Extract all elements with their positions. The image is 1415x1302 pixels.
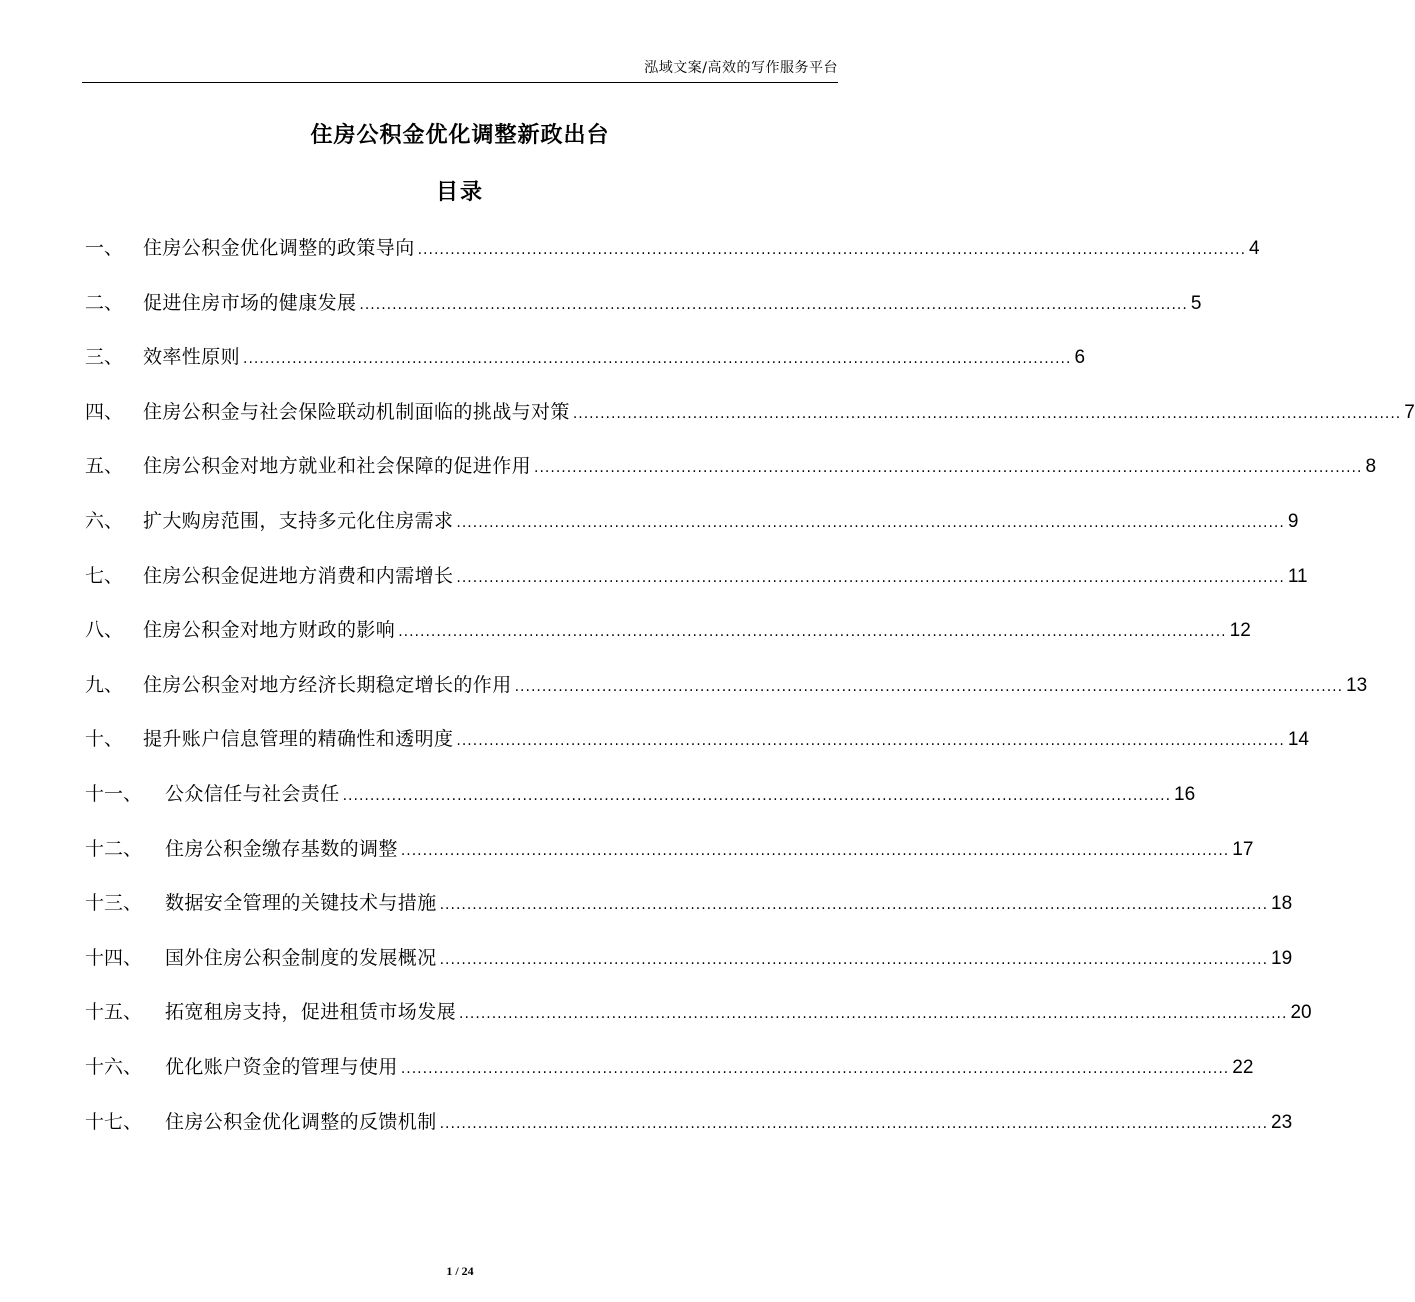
toc-entry-number: 六、 [85, 509, 124, 532]
table-of-contents [85, 231, 1415, 1159]
toc-entry[interactable] [85, 941, 1293, 996]
toc-entry[interactable] [85, 886, 1293, 941]
toc-entry-title[interactable]: 住房公积金优化调整的反馈机制 [165, 1110, 437, 1133]
page-number-indicator: 1 / 24 [446, 1264, 474, 1278]
toc-entry[interactable] [85, 340, 1086, 395]
toc-entry-number: 二、 [85, 291, 124, 314]
toc-entry-title[interactable]: 住房公积金与社会保险联动机制面临的挑战与对策 [143, 400, 570, 423]
toc-entry-number: 四、 [85, 400, 124, 423]
toc-entry-page[interactable]: 6 [1074, 347, 1086, 369]
toc-entry-page[interactable]: 14 [1287, 729, 1309, 751]
toc-dot-leader: ........................................................................................................................................................ [534, 460, 1363, 477]
toc-entry-number: 一、 [85, 237, 124, 259]
toc-entry-number: 十、 [85, 728, 124, 751]
header-divider [82, 82, 838, 83]
toc-entry-title[interactable]: 提升账户信息管理的精确性和透明度 [143, 728, 454, 751]
toc-entry-title[interactable]: 效率性原则 [143, 346, 241, 369]
toc-entry-title[interactable]: 住房公积金促进地方消费和内需增长 [143, 564, 454, 587]
toc-entry[interactable] [85, 832, 1254, 887]
toc-entry-page[interactable]: 5 [1190, 292, 1202, 314]
toc-dot-leader: ........................................................................................................................................................ [439, 951, 1269, 968]
toc-entry-title[interactable]: 公众信任与社会责任 [165, 782, 340, 805]
toc-entry-number: 七、 [85, 564, 124, 587]
toc-entry[interactable] [85, 668, 1368, 723]
toc-entry-number: 五、 [85, 455, 124, 478]
toc-entry-number: 八、 [85, 619, 124, 642]
toc-dot-leader: ........................................................................................................................................................ [439, 897, 1269, 914]
toc-entry[interactable] [85, 559, 1308, 614]
toc-entry-number: 十四、 [85, 946, 143, 969]
toc-entry-page[interactable]: 4 [1249, 238, 1260, 259]
toc-dot-leader: ........................................................................................................................................................ [456, 514, 1285, 531]
toc-entry-title[interactable]: 住房公积金对地方就业和社会保障的促进作用 [143, 455, 532, 478]
toc-entry-title[interactable]: 数据安全管理的关键技术与措施 [165, 892, 437, 915]
toc-entry-page[interactable]: 9 [1287, 510, 1299, 532]
toc-entry-number: 九、 [85, 673, 124, 696]
toc-entry-number: 十三、 [85, 892, 143, 915]
toc-dot-leader: ........................................................................................................................................................ [400, 1060, 1230, 1077]
toc-entry[interactable] [85, 777, 1196, 832]
toc-entry[interactable] [85, 613, 1251, 668]
toc-entry-title[interactable]: 住房公积金优化调整的政策导向 [143, 237, 415, 259]
toc-entry-title[interactable]: 住房公积金对地方财政的影响 [143, 619, 396, 642]
toc-entry-number: 十一、 [85, 782, 143, 805]
toc-entry-title[interactable]: 住房公积金缴存基数的调整 [165, 837, 398, 860]
toc-entry-page[interactable]: 17 [1232, 838, 1254, 860]
toc-dot-leader: ........................................................................................................................................................ [243, 351, 1072, 368]
toc-entry[interactable] [85, 995, 1312, 1050]
toc-entry[interactable] [85, 504, 1299, 559]
toc-entry-title[interactable]: 国外住房公积金制度的发展概况 [165, 946, 437, 969]
toc-dot-leader: ........................................................................................................................................................ [456, 569, 1285, 586]
toc-entry-page[interactable]: 13 [1346, 674, 1368, 696]
toc-entry-page[interactable]: 7 [1404, 401, 1415, 423]
toc-entry-title[interactable]: 优化账户资金的管理与使用 [165, 1055, 398, 1078]
toc-entry[interactable] [85, 395, 1415, 450]
toc-entry-title[interactable]: 扩大购房范围，支持多元化住房需求 [143, 509, 454, 532]
toc-entry-number: 十五、 [85, 1001, 143, 1024]
toc-entry-page[interactable]: 12 [1229, 620, 1251, 642]
toc-heading: 目录 [435, 180, 484, 205]
toc-entry[interactable] [85, 722, 1309, 777]
toc-dot-leader: ........................................................................................................................................................ [417, 242, 1247, 258]
toc-entry[interactable] [85, 1050, 1254, 1105]
toc-entry-page[interactable]: 16 [1174, 783, 1196, 805]
toc-entry-title[interactable]: 住房公积金对地方经济长期稳定增长的作用 [143, 673, 512, 696]
toc-dot-leader: ........................................................................................................................................................ [514, 678, 1344, 695]
toc-dot-leader: ........................................................................................................................................................ [459, 1006, 1288, 1023]
toc-entry-number: 三、 [85, 346, 124, 369]
toc-entry-page[interactable]: 20 [1290, 1002, 1312, 1024]
header-brand-text: 泓域文案/高效的写作服务平台 [644, 60, 838, 76]
toc-dot-leader: ........................................................................................................................................................ [359, 296, 1188, 313]
toc-entry-title[interactable]: 促进住房市场的健康发展 [143, 291, 357, 314]
toc-entry-page[interactable]: 11 [1287, 565, 1308, 587]
toc-entry-page[interactable]: 23 [1271, 1111, 1293, 1133]
document-title: 住房公积金优化调整新政出台 [310, 123, 610, 148]
toc-entry[interactable] [85, 286, 1202, 341]
toc-dot-leader: ........................................................................................................................................................ [398, 624, 1227, 641]
toc-dot-leader: ........................................................................................................................................................ [400, 842, 1230, 859]
toc-dot-leader: ........................................................................................................................................................ [342, 787, 1172, 804]
toc-entry[interactable] [85, 231, 1260, 286]
toc-dot-leader: ........................................................................................................................................................ [456, 733, 1285, 750]
toc-entry-page[interactable]: 22 [1232, 1056, 1254, 1078]
toc-entry-number: 十七、 [85, 1110, 143, 1133]
toc-entry-number: 十六、 [85, 1055, 143, 1078]
toc-entry[interactable] [85, 449, 1377, 504]
toc-entry-page[interactable]: 8 [1365, 456, 1377, 478]
toc-dot-leader: ........................................................................................................................................................ [572, 405, 1402, 422]
toc-entry-page[interactable]: 19 [1271, 947, 1293, 969]
toc-entry-number: 十二、 [85, 837, 143, 860]
toc-entry-title[interactable]: 拓宽租房支持，促进租赁市场发展 [165, 1001, 457, 1024]
toc-entry[interactable] [85, 1105, 1293, 1160]
toc-dot-leader: ........................................................................................................................................................ [439, 1115, 1269, 1132]
toc-entry-page[interactable]: 18 [1271, 893, 1293, 915]
